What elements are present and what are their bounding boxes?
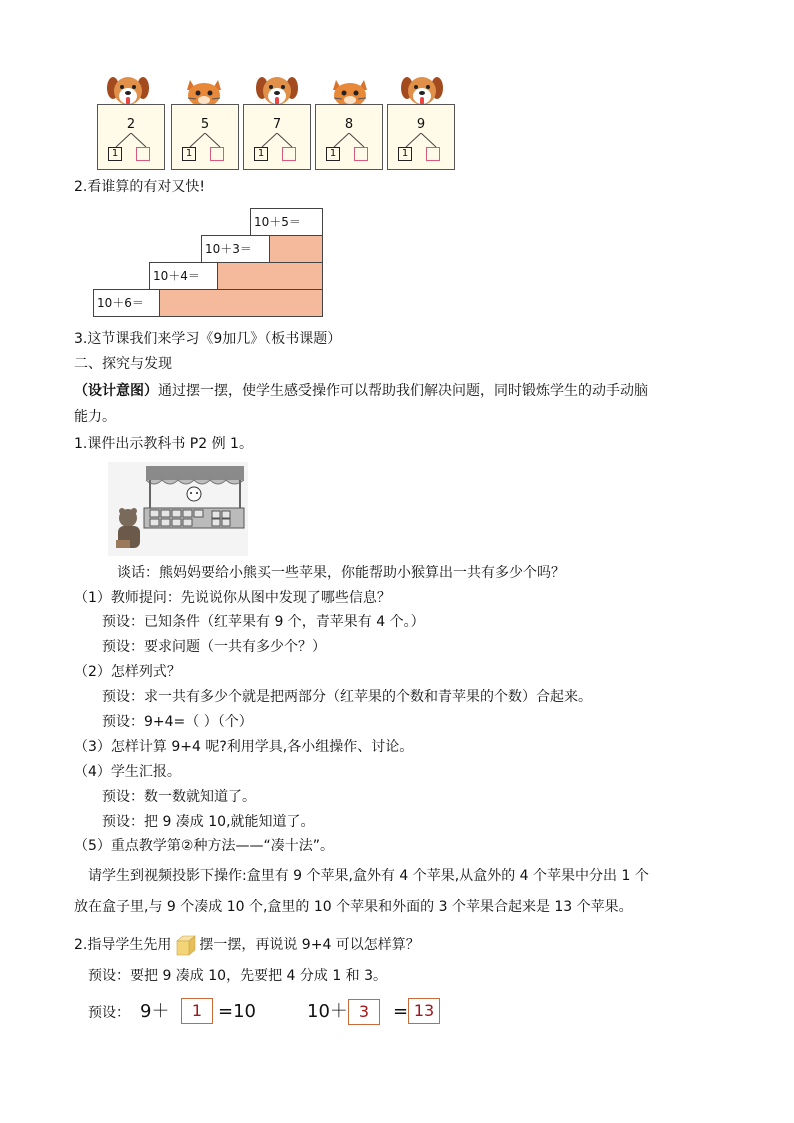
stair-label: 10＋6＝ [94,290,160,316]
eq2-result-box: 13 [408,998,440,1024]
eq2-equals: = [393,1001,409,1022]
paragraph-2-after: 摆一摆，再说说 9+4 可以怎样算？ [199,937,420,953]
number-card [387,104,455,170]
question-4: （4）学生汇报。 [74,764,181,780]
card-number: 8 [344,117,354,132]
design-text: 通过摆一摆，使学生感受操作可以帮助我们解决问题，同时锻炼学生的动手动脑 [158,383,648,399]
eq1-left: 9＋ [140,1001,170,1022]
card-left-box: 1 [398,147,412,161]
number-card [315,104,383,170]
card-left-box: 1 [326,147,340,161]
paragraph-operate-1: 请学生到视频投影下操作:盒里有 9 个苹果,盒外有 4 个苹果,从盒外的 4 个苹果中分出 1 个 [88,868,649,884]
design-text-2: 能力。 [74,409,116,425]
paragraph-1: 1.课件出示教科书 P2 例 1。 [74,436,253,452]
stair-row [201,235,323,263]
stair-label: 10＋4＝ [150,263,218,289]
card-right-box [426,147,440,161]
stair-row [250,208,323,236]
answer-1b: 预设：要求问题（一共有多少个？） [102,639,326,655]
card-right-box [210,147,224,161]
stair-label: 10＋3＝ [202,236,270,262]
talk: 谈话：熊妈妈要给小熊买一些苹果，你能帮助小猴算出一共有多少个吗？ [117,565,565,581]
design-intent [74,381,648,401]
dog-icon [400,74,444,108]
cube-icon [173,933,197,957]
paragraph-operate-2: 放在盒子里,与 9 个凑成 10 个,盒里的 10 个苹果和外面的 3 个苹果合起来是 13 个苹果。 [74,899,633,915]
answer-1a: 预设：已知条件（红苹果有 9 个，青苹果有 4 个。） [102,614,425,630]
answer-2a: 预设：求一共有多少个就是把两部分（红苹果的个数和青苹果的个数）合起来。 [102,689,592,705]
card-number: 2 [126,117,136,132]
eq2-left: 10＋ [307,1001,348,1022]
number-card [171,104,239,170]
card-left-box: 1 [182,147,196,161]
card-left-box: 1 [254,147,268,161]
number-card [97,104,165,170]
card-number: 5 [200,117,210,132]
question-3: （3）怎样计算 9+4 呢?利用学具,各小组操作、讨论。 [74,739,414,755]
question-1: （1）教师提问：先说说你从图中发现了哪些信息？ [74,590,391,606]
number-card [243,104,311,170]
answer-4b: 预设：把 9 凑成 10,就能知道了。 [102,814,315,830]
preset-label: 预设： [88,1005,130,1021]
design-label: （设计意图） [74,383,158,399]
paragraph-2 [74,933,420,957]
card-number: 7 [272,117,282,132]
part2-title: 二、探究与发现 [74,356,172,372]
eq2-answer-box: 3 [348,999,380,1025]
preset-split: 预设：要把 9 凑成 10，先要把 4 分成 1 和 3。 [88,968,388,984]
stair-label: 10＋5＝ [251,209,322,235]
item3: 3.这节课我们来学习《9加几》（板书课题） [74,331,342,347]
eq1-answer-box: 1 [181,998,213,1024]
item2-title: 2.看谁算的有对又快! [74,179,205,195]
fruit-stand-illustration [108,462,248,556]
card-right-box [282,147,296,161]
stair-row [93,289,323,317]
card-right-box [136,147,150,161]
stair-row [149,262,323,290]
question-2: （2）怎样列式？ [74,664,181,680]
dog-icon [106,74,150,108]
paragraph-2-before: 2.指导学生先用 [74,937,172,953]
card-right-box [354,147,368,161]
answer-4a: 预设：数一数就知道了。 [102,789,256,805]
question-5: （5）重点教学第②种方法——“凑十法”。 [74,838,334,854]
card-number: 9 [416,117,426,132]
card-left-box: 1 [108,147,122,161]
eq1-right: =10 [218,1001,256,1022]
dog-icon [255,74,299,108]
answer-2b: 预设：9+4=（ ）（个） [102,714,253,730]
